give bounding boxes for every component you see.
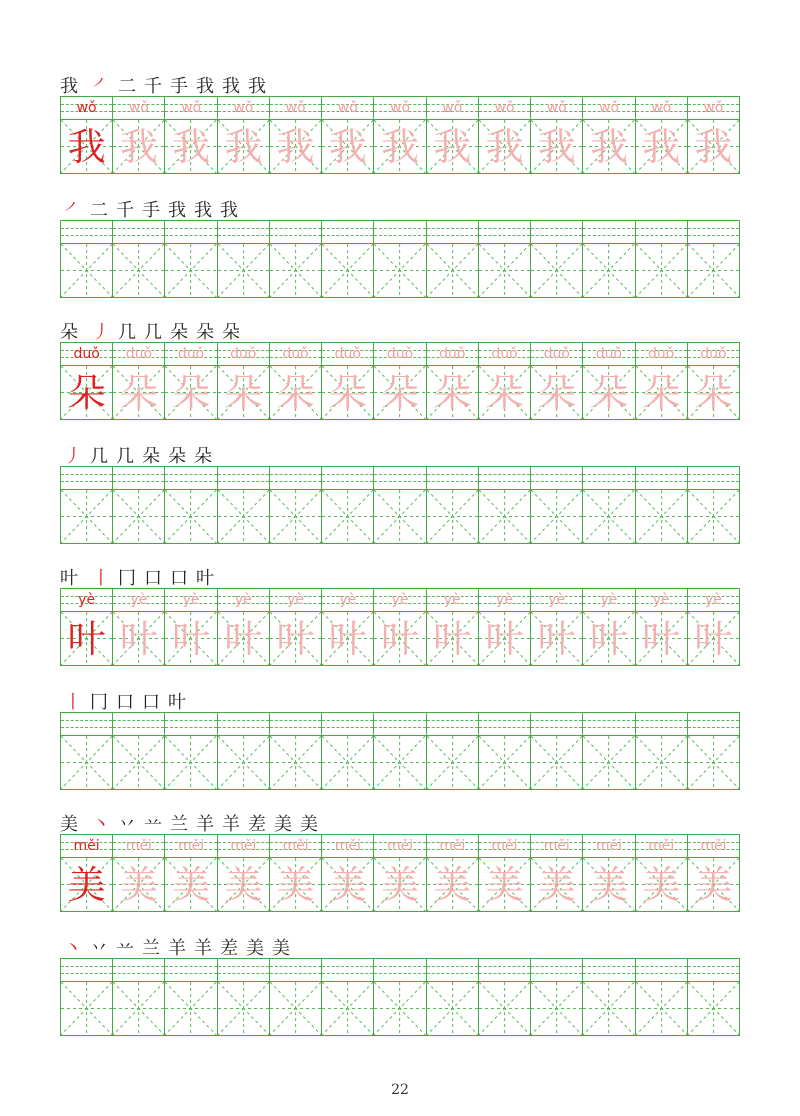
stroke-step: 口 (170, 568, 188, 589)
practice-cell[interactable] (635, 959, 687, 1035)
stroke-order-row (60, 808, 322, 836)
stroke-order-row (60, 316, 244, 344)
practice-cell[interactable] (373, 713, 425, 789)
pinyin-label: duǒ (543, 346, 570, 362)
trace-cell[interactable] (582, 343, 634, 419)
pinyin-label: duǒ (334, 346, 361, 362)
pinyin-label: yè (287, 592, 304, 608)
practice-cell[interactable] (217, 467, 269, 543)
practice-cell[interactable] (112, 959, 164, 1035)
stroke-step: ㇒ (92, 76, 110, 97)
practice-cell[interactable] (530, 467, 582, 543)
trace-cell[interactable] (217, 97, 269, 173)
practice-cell[interactable] (635, 221, 687, 297)
stroke-step: 朵 (170, 322, 188, 343)
hanzi-glyph: 叶 (224, 617, 263, 661)
pinyin-label: wǒ (181, 100, 202, 116)
pinyin-label: duǒ (230, 346, 257, 362)
hanzi-glyph: 美 (224, 863, 263, 907)
trace-cell[interactable] (217, 835, 269, 911)
practice-cell[interactable] (687, 959, 739, 1035)
stroke-order-row (60, 194, 242, 222)
trace-cell[interactable] (635, 97, 687, 173)
hanzi-glyph: 朵 (172, 371, 211, 415)
hanzi-glyph: 叶 (381, 617, 420, 661)
trace-cell[interactable] (321, 835, 373, 911)
stroke-step: 美 (272, 938, 290, 959)
trace-cell[interactable] (478, 97, 530, 173)
pinyin-label: měi (595, 838, 623, 854)
model-cell[interactable] (61, 589, 112, 665)
pinyin-label: duǒ (700, 346, 727, 362)
hanzi-glyph: 叶 (694, 617, 733, 661)
practice-cell[interactable] (217, 713, 269, 789)
hanzi-glyph: 美 (67, 863, 106, 907)
stroke-step: 口 (144, 568, 162, 589)
pinyin-label: měi (125, 838, 152, 854)
stroke-step: 䒑 (116, 938, 134, 959)
trace-cell[interactable] (478, 343, 530, 419)
trace-cell[interactable] (426, 97, 478, 173)
pinyin-label: wǒ (76, 100, 97, 116)
pinyin-label: yè (130, 592, 148, 608)
trace-cell[interactable] (269, 343, 321, 419)
practice-cell[interactable] (687, 221, 739, 297)
practice-cell[interactable] (687, 713, 739, 789)
hanzi-glyph: 美 (485, 863, 524, 907)
pinyin-label: měi (700, 838, 727, 854)
stroke-step: 我 (220, 200, 238, 221)
practice-character-label: 我 (60, 76, 78, 97)
hanzi-glyph: 叶 (642, 617, 681, 661)
trace-cell[interactable] (112, 589, 164, 665)
hanzi-glyph: 朵 (485, 371, 524, 415)
pinyin-label: wǒ (546, 100, 567, 116)
stroke-step: 朵 (194, 446, 212, 467)
pinyin-label: wǒ (442, 100, 463, 116)
hanzi-glyph: 叶 (589, 617, 628, 661)
stroke-step: 丶 (64, 938, 82, 959)
stroke-step: 丶 (92, 814, 110, 835)
pinyin-label: měi (282, 838, 309, 854)
model-cell[interactable] (61, 835, 112, 911)
stroke-step: 我 (222, 76, 240, 97)
stroke-step: 手 (142, 200, 160, 221)
hanzi-glyph: 我 (433, 125, 472, 169)
hanzi-glyph: 美 (381, 863, 420, 907)
trace-cell[interactable] (217, 589, 269, 665)
stroke-step: 羊 (194, 938, 212, 959)
trace-cell[interactable] (687, 97, 739, 173)
hanzi-glyph: 我 (224, 125, 263, 169)
trace-cell[interactable] (582, 835, 634, 911)
stroke-step: 朵 (142, 446, 160, 467)
trace-cell[interactable] (321, 97, 373, 173)
trace-cell[interactable] (687, 835, 739, 911)
hanzi-glyph: 我 (694, 125, 733, 169)
stroke-step: 丨 (92, 568, 110, 589)
page-number: 22 (391, 1082, 409, 1098)
trace-cell[interactable] (687, 343, 739, 419)
stroke-step: 朵 (222, 322, 240, 343)
practice-cell[interactable] (373, 221, 425, 297)
stroke-step: 冂 (90, 692, 108, 713)
practice-cell[interactable] (582, 713, 634, 789)
trace-cell[interactable] (373, 835, 425, 911)
practice-grid (60, 958, 740, 1036)
practice-cell[interactable] (426, 959, 478, 1035)
stroke-step: 美 (246, 938, 264, 959)
stroke-step: 丷 (90, 938, 108, 959)
trace-cell[interactable] (426, 835, 478, 911)
tracing-grid (60, 588, 740, 666)
stroke-order-row (60, 686, 190, 714)
practice-cell[interactable] (478, 221, 530, 297)
pinyin-label: wǒ (128, 100, 149, 116)
stroke-step: 几 (144, 322, 162, 343)
practice-cell[interactable] (478, 467, 530, 543)
practice-cell[interactable] (530, 713, 582, 789)
practice-cell[interactable] (112, 467, 164, 543)
practice-cell[interactable] (582, 221, 634, 297)
trace-cell[interactable] (426, 589, 478, 665)
trace-cell[interactable] (530, 343, 582, 419)
stroke-step: 美 (300, 814, 318, 835)
trace-cell[interactable] (112, 97, 164, 173)
hanzi-glyph: 我 (642, 125, 681, 169)
practice-cell[interactable] (112, 221, 164, 297)
hanzi-glyph: 我 (67, 125, 106, 169)
trace-cell[interactable] (373, 343, 425, 419)
trace-cell[interactable] (217, 343, 269, 419)
pinyin-label: wǒ (598, 100, 619, 116)
stroke-order-row (60, 440, 216, 468)
hanzi-glyph: 朵 (537, 371, 576, 415)
hanzi-glyph: 朵 (381, 371, 420, 415)
trace-cell[interactable] (582, 589, 634, 665)
stroke-step: 口 (116, 692, 134, 713)
pinyin-label: duǒ (177, 346, 205, 362)
stroke-step: 几 (118, 322, 136, 343)
practice-cell[interactable] (635, 713, 687, 789)
pinyin-label: duǒ (439, 346, 466, 362)
stroke-step: 口 (142, 692, 160, 713)
hanzi-glyph: 我 (276, 125, 315, 169)
trace-cell[interactable] (164, 589, 216, 665)
stroke-step: 叶 (196, 568, 214, 589)
practice-cell[interactable] (164, 713, 216, 789)
hanzi-glyph: 我 (485, 125, 524, 169)
hanzi-glyph: 朵 (276, 371, 315, 415)
hanzi-glyph: 朵 (642, 371, 681, 415)
practice-cell[interactable] (373, 959, 425, 1035)
pinyin-label: měi (386, 838, 414, 854)
practice-cell[interactable] (582, 467, 634, 543)
stroke-step: 我 (248, 76, 266, 97)
pinyin-label: duǒ (282, 346, 309, 362)
stroke-step: 丷 (118, 814, 136, 835)
pinyin-label: yè (339, 592, 357, 608)
trace-cell[interactable] (321, 589, 373, 665)
practice-cell[interactable] (269, 467, 321, 543)
practice-character-label: 朵 (60, 322, 78, 343)
practice-cell[interactable] (321, 713, 373, 789)
pinyin-label: měi (73, 838, 100, 854)
hanzi-glyph: 美 (642, 863, 681, 907)
hanzi-glyph: 美 (276, 863, 315, 907)
hanzi-glyph: 叶 (485, 617, 524, 661)
stroke-step: 几 (116, 446, 134, 467)
stroke-step: 我 (168, 200, 186, 221)
hanzi-glyph: 朵 (589, 371, 628, 415)
pinyin-label: yè (391, 592, 409, 608)
stroke-step: 朵 (196, 322, 214, 343)
hanzi-glyph: 朵 (433, 371, 472, 415)
stroke-step: 羊 (196, 814, 214, 835)
stroke-step: 我 (194, 200, 212, 221)
pinyin-label: měi (439, 838, 466, 854)
practice-grid (60, 220, 740, 298)
hanzi-glyph: 朵 (67, 371, 106, 415)
pinyin-label: yè (652, 592, 670, 608)
practice-cell[interactable] (687, 467, 739, 543)
stroke-step: 羊 (168, 938, 186, 959)
trace-cell[interactable] (269, 589, 321, 665)
trace-cell[interactable] (582, 97, 634, 173)
pinyin-label: wǒ (494, 100, 515, 116)
pinyin-label: duǒ (491, 346, 518, 362)
trace-cell[interactable] (112, 343, 164, 419)
hanzi-glyph: 朵 (694, 371, 733, 415)
stroke-step: 冂 (118, 568, 136, 589)
stroke-step: 二 (118, 76, 136, 97)
hanzi-glyph: 我 (119, 125, 158, 169)
stroke-step: 䒑 (144, 814, 162, 835)
pinyin-label: měi (491, 838, 518, 854)
practice-cell[interactable] (321, 221, 373, 297)
pinyin-label: wǒ (233, 100, 254, 116)
stroke-order-row (60, 70, 270, 98)
practice-cell[interactable] (426, 713, 478, 789)
pinyin-label: yè (704, 592, 722, 608)
practice-cell[interactable] (478, 713, 530, 789)
trace-cell[interactable] (530, 589, 582, 665)
stroke-step: 朵 (168, 446, 186, 467)
pinyin-label: duǒ (125, 346, 153, 362)
tracing-grid (60, 96, 740, 174)
hanzi-glyph: 美 (119, 863, 158, 907)
pinyin-label: duǒ (648, 346, 675, 362)
hanzi-glyph: 叶 (537, 617, 576, 661)
pinyin-label: wǒ (703, 100, 724, 116)
pinyin-label: měi (230, 838, 257, 854)
trace-cell[interactable] (478, 589, 530, 665)
hanzi-glyph: 美 (172, 863, 211, 907)
practice-cell[interactable] (164, 221, 216, 297)
trace-cell[interactable] (635, 343, 687, 419)
practice-cell[interactable] (530, 221, 582, 297)
stroke-step: 兰 (142, 938, 160, 959)
pinyin-label: měi (648, 838, 675, 854)
hanzi-glyph: 叶 (276, 617, 315, 661)
stroke-step: 丿 (92, 322, 110, 343)
pinyin-label: duǒ (595, 346, 623, 362)
trace-cell[interactable] (687, 589, 739, 665)
trace-cell[interactable] (269, 97, 321, 173)
stroke-step: 差 (248, 814, 266, 835)
trace-cell[interactable] (530, 97, 582, 173)
trace-cell[interactable] (635, 589, 687, 665)
stroke-step: 叶 (168, 692, 186, 713)
practice-cell[interactable] (321, 959, 373, 1035)
trace-cell[interactable] (373, 97, 425, 173)
pinyin-label: wǒ (390, 100, 411, 116)
practice-cell[interactable] (61, 713, 112, 789)
practice-grid (60, 466, 740, 544)
hanzi-glyph: 叶 (67, 617, 106, 661)
stroke-step: 丿 (64, 446, 82, 467)
stroke-step: 丨 (64, 692, 82, 713)
stroke-step: 羊 (222, 814, 240, 835)
practice-character-label: 叶 (60, 568, 78, 589)
stroke-order-row (60, 562, 218, 590)
hanzi-glyph: 朵 (224, 371, 263, 415)
pinyin-label: duǒ (73, 346, 100, 362)
hanzi-glyph: 美 (328, 863, 367, 907)
practice-cell[interactable] (269, 959, 321, 1035)
practice-cell[interactable] (61, 221, 112, 297)
trace-cell[interactable] (112, 835, 164, 911)
stroke-step: 手 (170, 76, 188, 97)
hanzi-glyph: 我 (172, 125, 211, 169)
hanzi-glyph: 美 (433, 863, 472, 907)
model-cell[interactable] (61, 343, 112, 419)
pinyin-label: wǒ (285, 100, 306, 116)
pinyin-label: yè (182, 592, 200, 608)
trace-cell[interactable] (269, 835, 321, 911)
tracing-grid (60, 342, 740, 420)
practice-cell[interactable] (61, 467, 112, 543)
trace-cell[interactable] (478, 835, 530, 911)
hanzi-glyph: 叶 (172, 617, 211, 661)
stroke-step: 美 (274, 814, 292, 835)
pinyin-label: wǒ (651, 100, 672, 116)
practice-cell[interactable] (269, 713, 321, 789)
practice-cell[interactable] (269, 221, 321, 297)
hanzi-glyph: 叶 (119, 617, 158, 661)
practice-cell[interactable] (478, 959, 530, 1035)
trace-cell[interactable] (635, 835, 687, 911)
stroke-step: 二 (90, 200, 108, 221)
practice-cell[interactable] (164, 467, 216, 543)
hanzi-glyph: 美 (694, 863, 733, 907)
practice-cell[interactable] (217, 221, 269, 297)
hanzi-glyph: 我 (381, 125, 420, 169)
hanzi-glyph: 我 (328, 125, 367, 169)
trace-cell[interactable] (321, 343, 373, 419)
trace-cell[interactable] (164, 835, 216, 911)
practice-cell[interactable] (582, 959, 634, 1035)
practice-cell[interactable] (112, 713, 164, 789)
practice-cell[interactable] (635, 467, 687, 543)
stroke-step: 千 (144, 76, 162, 97)
stroke-step: 千 (116, 200, 134, 221)
stroke-step: 几 (90, 446, 108, 467)
pinyin-label: yè (78, 592, 96, 608)
pinyin-label: yè (496, 592, 513, 608)
practice-character-label: 美 (60, 814, 78, 835)
hanzi-glyph: 我 (537, 125, 576, 169)
practice-cell[interactable] (164, 959, 216, 1035)
hanzi-glyph: 朵 (328, 371, 367, 415)
stroke-step: 差 (220, 938, 238, 959)
pinyin-label: měi (543, 838, 570, 854)
trace-cell[interactable] (164, 343, 216, 419)
hanzi-glyph: 美 (537, 863, 576, 907)
stroke-order-row (60, 932, 294, 960)
pinyin-label: wǒ (337, 100, 358, 116)
pinyin-label: měi (178, 838, 205, 854)
stroke-step: ㇒ (64, 200, 82, 221)
pinyin-label: duǒ (386, 346, 414, 362)
tracing-grid (60, 834, 740, 912)
hanzi-glyph: 叶 (328, 617, 367, 661)
pinyin-label: yè (548, 592, 566, 608)
hanzi-glyph: 朵 (119, 371, 158, 415)
hanzi-glyph: 叶 (433, 617, 472, 661)
practice-cell[interactable] (530, 959, 582, 1035)
pinyin-label: měi (334, 838, 361, 854)
model-cell[interactable] (61, 97, 112, 173)
practice-cell[interactable] (321, 467, 373, 543)
trace-cell[interactable] (164, 97, 216, 173)
practice-cell[interactable] (61, 959, 112, 1035)
trace-cell[interactable] (530, 835, 582, 911)
stroke-step: 我 (196, 76, 214, 97)
practice-grid (60, 712, 740, 790)
practice-cell[interactable] (373, 467, 425, 543)
stroke-step: 兰 (170, 814, 188, 835)
practice-cell[interactable] (217, 959, 269, 1035)
pinyin-label: yè (234, 592, 252, 608)
trace-cell[interactable] (426, 343, 478, 419)
hanzi-glyph: 我 (589, 125, 628, 169)
practice-cell[interactable] (426, 221, 478, 297)
trace-cell[interactable] (373, 589, 425, 665)
pinyin-label: yè (600, 592, 618, 608)
practice-cell[interactable] (426, 467, 478, 543)
pinyin-label: yè (443, 592, 461, 608)
hanzi-glyph: 美 (589, 863, 628, 907)
